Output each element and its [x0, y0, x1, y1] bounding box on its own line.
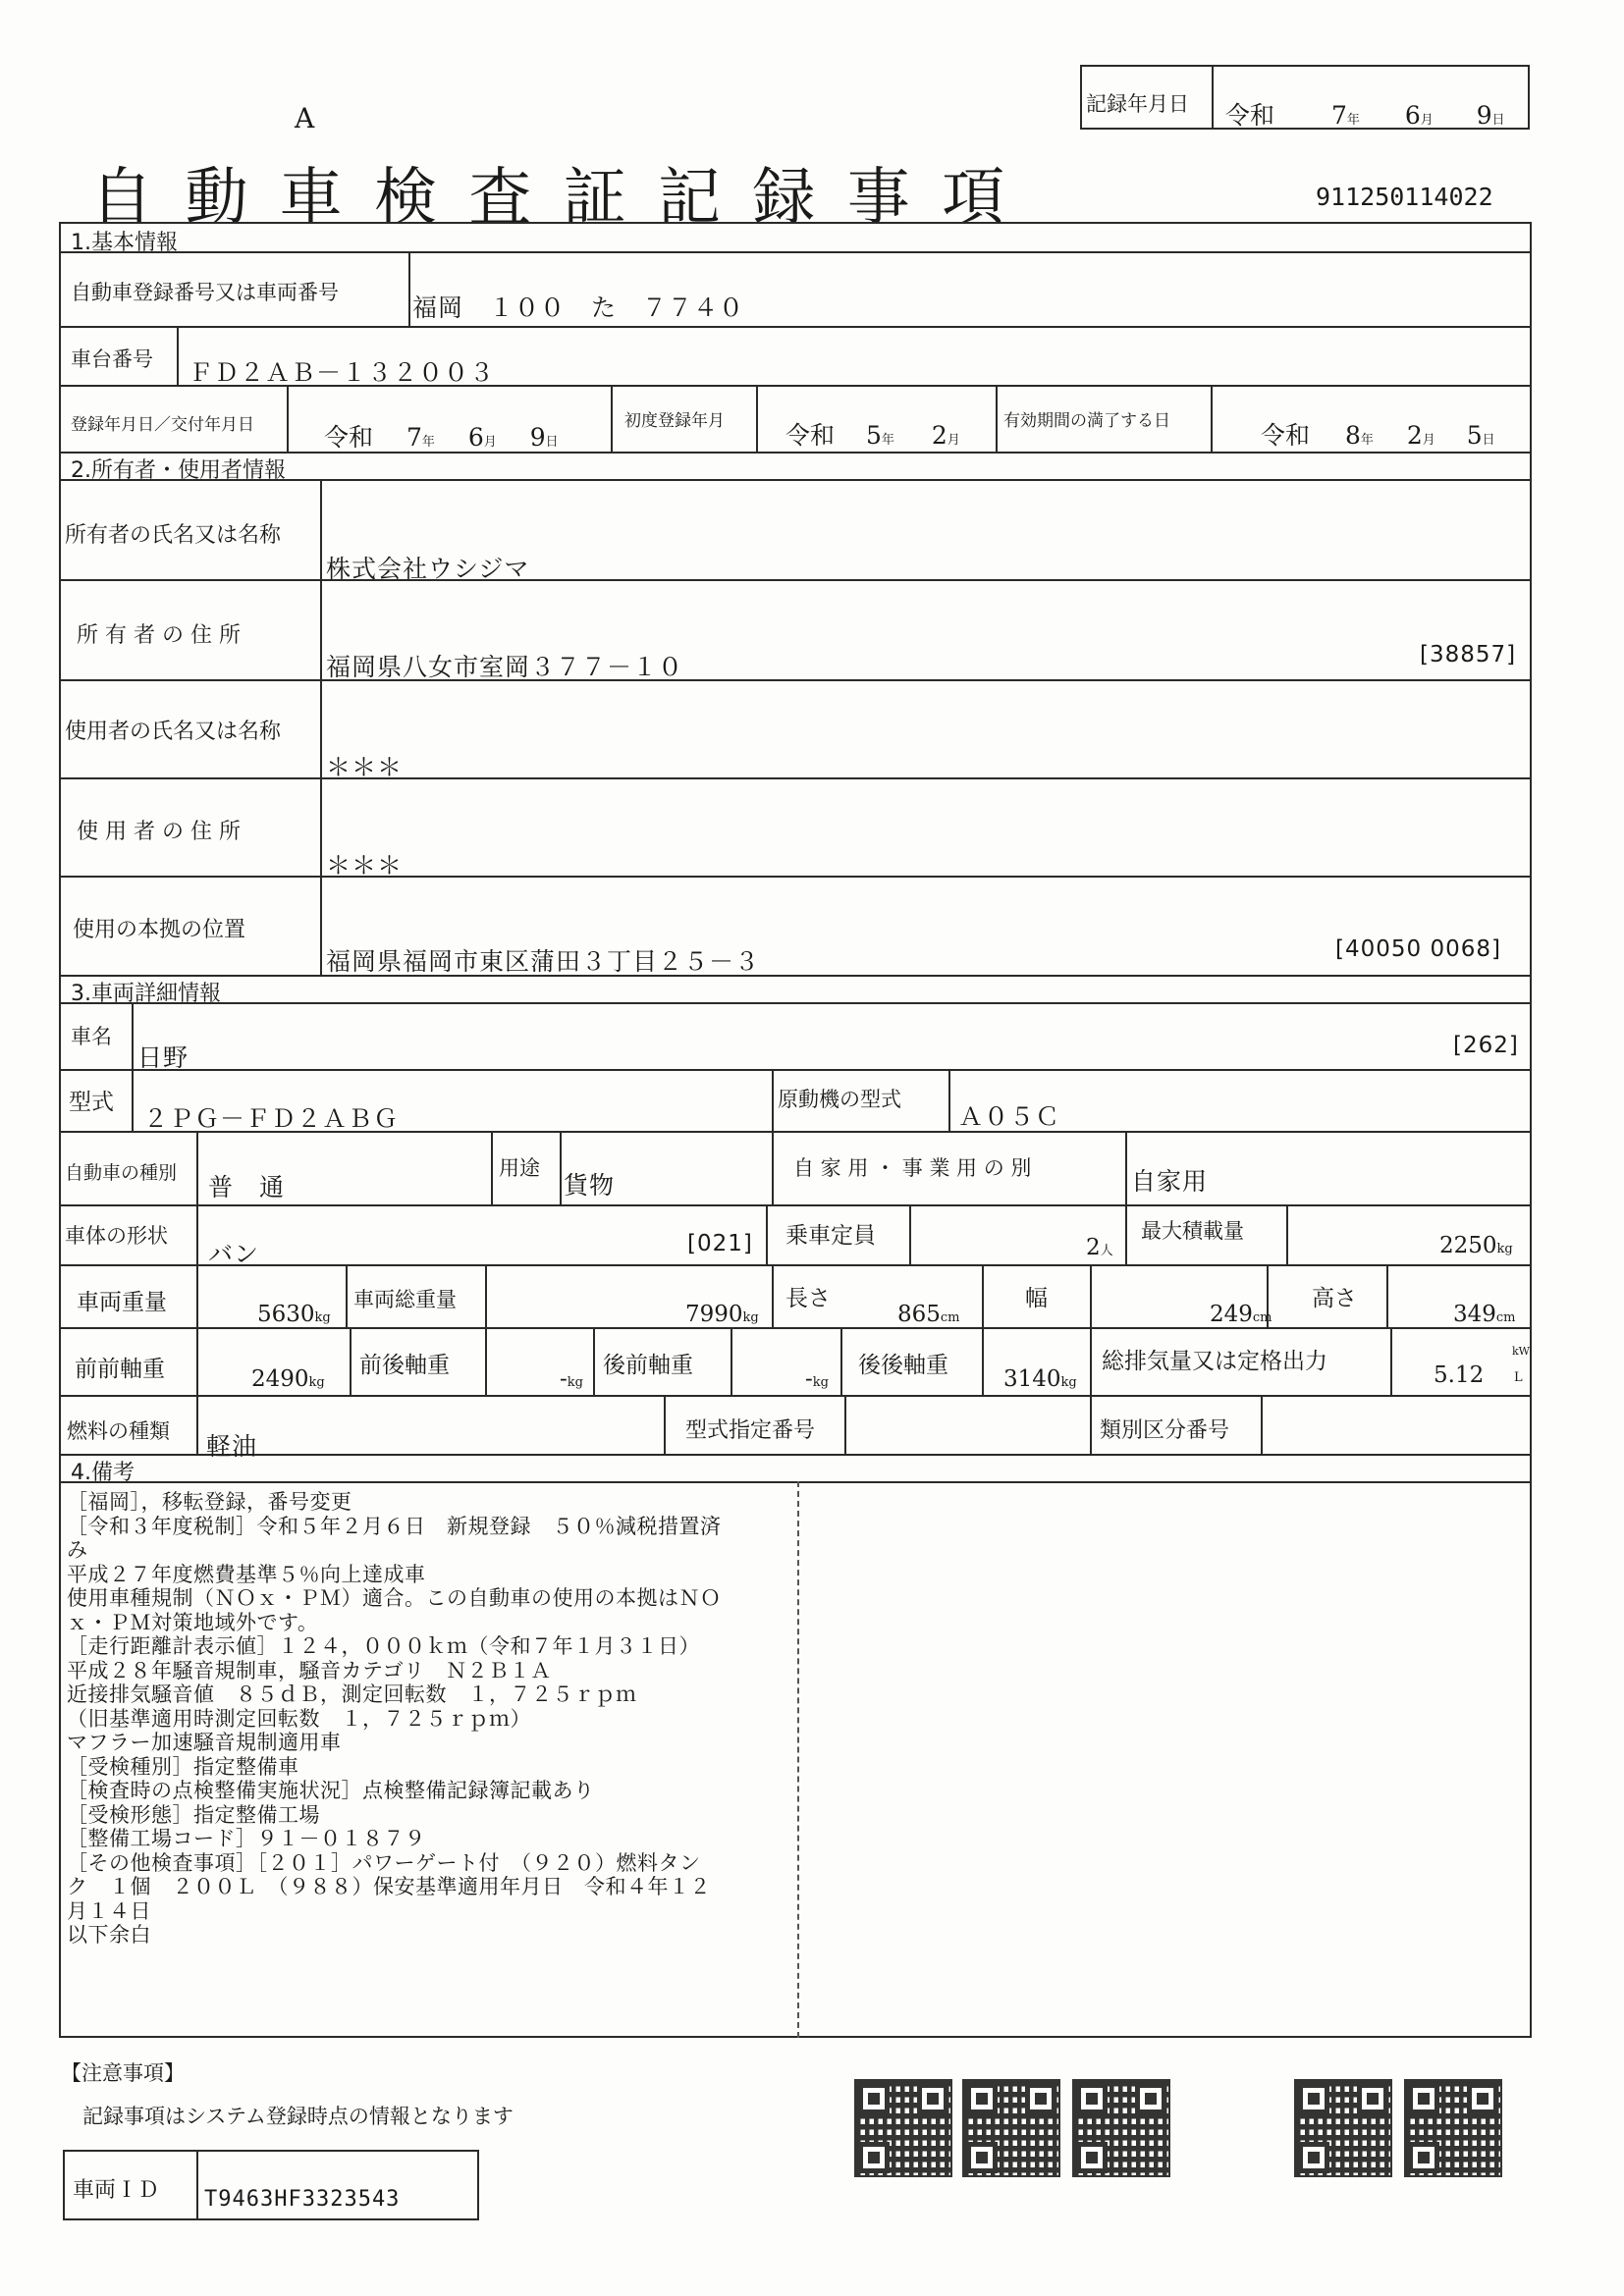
ff-axle-label: 前前軸重 — [75, 1357, 165, 1382]
base-code: [40050 0068] — [1335, 936, 1501, 962]
max-load-label: 最大積載量 — [1141, 1219, 1244, 1243]
version-mark: A — [295, 102, 315, 134]
gross-label: 車両総重量 — [353, 1288, 457, 1311]
user-name: ＊＊＊ — [326, 753, 404, 781]
fr-axle: -kg — [560, 1366, 583, 1392]
capacity: 2人 — [1086, 1235, 1113, 1260]
user-address-label: 使 用 者 の 住 所 — [77, 820, 241, 844]
reg-number-label: 自動車登録番号又は車両番号 — [71, 281, 339, 304]
owner-address: 福岡県八女市室岡３７７－１０ — [326, 653, 684, 681]
vehicle-id-label: 車両ＩＤ — [73, 2178, 160, 2203]
remarks-line: 近接排気騒音値 ８５ｄＢ，測定回転数 １，７２５ｒｐｍ — [67, 1682, 637, 1706]
remarks-line: ［令和３年度税制］令和５年２月６日 新規登録 ５０％減税措置済 — [67, 1514, 722, 1538]
qr-code-5 — [1404, 2079, 1502, 2177]
qr-code-2 — [962, 2079, 1060, 2177]
model: ２ＰＧ－ＦＤ２ＡＢＧ — [143, 1104, 400, 1133]
user-name-label: 使用者の氏名又は名称 — [65, 720, 282, 744]
reg-date: 令和 7年 6月 9日 — [324, 423, 559, 452]
record-date-label: 記録年月日 — [1086, 92, 1189, 116]
remarks-line: ［整備工場コード］９１－０１８７９ — [67, 1827, 426, 1850]
remarks-line: ［検査時の点検整備実施状況］点検整備記録簿記載あり — [67, 1779, 595, 1802]
displacement: 5.12 — [1434, 1362, 1485, 1388]
fuel-label: 燃料の種類 — [67, 1419, 170, 1443]
remarks-line: ク １個 ２００Ｌ （９８８）保安基準適用年月日 令和４年１２ — [67, 1875, 711, 1898]
vehicle-id: T9463HF3323543 — [204, 2187, 401, 2212]
remarks-line: ［受検形態］指定整備工場 — [67, 1802, 320, 1827]
kind: 普 通 — [208, 1173, 286, 1201]
engine-label: 原動機の型式 — [778, 1088, 901, 1111]
user-address: ＊＊＊ — [326, 851, 404, 880]
section1-heading: 1.基本情報 — [71, 231, 178, 255]
remarks-list — [67, 1490, 793, 1948]
car-name: 日野 — [137, 1043, 189, 1072]
engine: Ａ０５Ｃ — [958, 1102, 1061, 1131]
first-reg-label: 初度登録年月 — [624, 411, 725, 431]
page-title: 自 動 車 検 査 証 記 録 事 項 — [90, 162, 1011, 235]
remarks-line: 月１４日 — [67, 1898, 151, 1923]
height-label: 高さ — [1312, 1286, 1357, 1311]
remarks-line: 使用車種規制（ＮＯｘ・ＰＭ）適合。この自動車の使用の本拠はＮＯ — [67, 1586, 722, 1610]
displacement-unit-kw: kW — [1512, 1345, 1530, 1358]
remarks-line: ［走行距離計表示値］１２４，０００ｋｍ（令和７年１月３１日） — [67, 1634, 700, 1658]
fr-axle-label: 前後軸重 — [359, 1353, 450, 1378]
ff-axle: 2490kg — [251, 1366, 325, 1392]
section2-heading: 2.所有者・使用者情報 — [71, 458, 286, 483]
weight: 5630kg — [257, 1302, 331, 1327]
qr-code-4 — [1294, 2079, 1392, 2177]
gross: 7990kg — [685, 1302, 759, 1327]
rr-axle: 3140kg — [1003, 1366, 1077, 1392]
use-label: 用途 — [499, 1156, 540, 1180]
chassis-label: 車台番号 — [71, 347, 153, 371]
remarks-line: （旧基準適用時測定回転数 １，７２５ｒｐｍ） — [67, 1706, 531, 1731]
section3-heading: 3.車両詳細情報 — [71, 982, 221, 1006]
width: 249cm — [1210, 1302, 1272, 1327]
remarks-line: 平成２７年度燃費基準５％向上達成車 — [67, 1562, 426, 1586]
document-number: 911250114022 — [1316, 183, 1493, 211]
kind-label: 自動車の種別 — [65, 1162, 178, 1184]
owner-address-code: [38857] — [1420, 642, 1517, 667]
body-label: 車体の形状 — [65, 1224, 168, 1248]
record-date: 令和 7年 6月 9日 — [1225, 101, 1505, 130]
car-name-label: 車名 — [71, 1025, 112, 1048]
displacement-unit-l: L — [1514, 1370, 1523, 1385]
qr-code-3 — [1072, 2079, 1170, 2177]
width-label: 幅 — [1025, 1286, 1048, 1311]
rf-axle: -kg — [805, 1366, 829, 1392]
body-code: [021] — [687, 1231, 753, 1256]
remarks-line: マフラー加速騒音規制適用車 — [67, 1731, 342, 1754]
base-address: 福岡県福岡市東区蒲田３丁目２５－３ — [326, 947, 761, 976]
base-location-label: 使用の本拠の位置 — [73, 918, 246, 942]
body: バン — [208, 1240, 260, 1268]
model-label: 型式 — [69, 1090, 114, 1115]
private: 自家用 — [1131, 1167, 1209, 1196]
reg-date-label: 登録年月日／交付年月日 — [71, 415, 254, 435]
length-label: 長さ — [785, 1286, 831, 1311]
notes-heading: 【注意事項】 — [61, 2061, 185, 2085]
remarks-line: 平成２８年騒音規制車，騒音カテゴリ Ｎ２Ｂ１Ａ — [67, 1658, 552, 1682]
type-approval-label: 型式指定番号 — [685, 1418, 816, 1443]
rr-axle-label: 後後軸重 — [858, 1353, 948, 1378]
weight-label: 車両重量 — [77, 1290, 167, 1315]
remarks-line: み — [67, 1538, 88, 1562]
reg-number: 福岡 １００ た ７７４０ — [412, 294, 745, 322]
section4-heading: 4.備考 — [71, 1461, 135, 1485]
notes-text: 記録事項はシステム登録時点の情報となります — [82, 2105, 514, 2128]
fuel: 軽油 — [206, 1432, 258, 1461]
first-reg-date: 令和 5年 2月 — [785, 421, 960, 450]
category-label: 類別区分番号 — [1100, 1418, 1230, 1443]
owner-name-label: 所有者の氏名又は名称 — [65, 523, 282, 548]
max-load: 2250kg — [1439, 1233, 1513, 1258]
remarks-line: ［受検種別］指定整備車 — [67, 1754, 299, 1779]
expiry-date: 令和 8年 2月 5日 — [1261, 421, 1495, 450]
rf-axle-label: 後前軸重 — [603, 1353, 693, 1378]
length: 865cm — [897, 1302, 960, 1327]
qr-code-1 — [854, 2079, 952, 2177]
private-label: 自 家 用 ・ 事 業 用 の 別 — [793, 1156, 1032, 1180]
expiry-label: 有効期間の満了する日 — [1003, 411, 1170, 431]
height: 349cm — [1453, 1302, 1516, 1327]
remarks-line: 以下余白 — [67, 1923, 151, 1947]
chassis-number: ＦＤ２ＡＢ－１３２００３ — [189, 358, 496, 387]
remarks-line: ［福岡］，移転登録，番号変更 — [67, 1490, 352, 1514]
remarks-line: ［その他検査事項］［２０１］パワーゲート付 （９２０）燃料タン — [67, 1850, 701, 1875]
car-name-code: [262] — [1453, 1033, 1519, 1058]
remarks-line: ｘ・ＰＭ対策地域外です。 — [67, 1610, 319, 1634]
owner-name: 株式会社ウシジマ — [326, 555, 530, 583]
use: 貨物 — [564, 1171, 616, 1200]
owner-address-label: 所 有 者 の 住 所 — [77, 623, 241, 648]
displacement-label: 総排気量又は定格出力 — [1102, 1349, 1327, 1374]
capacity-label: 乗車定員 — [785, 1223, 876, 1249]
